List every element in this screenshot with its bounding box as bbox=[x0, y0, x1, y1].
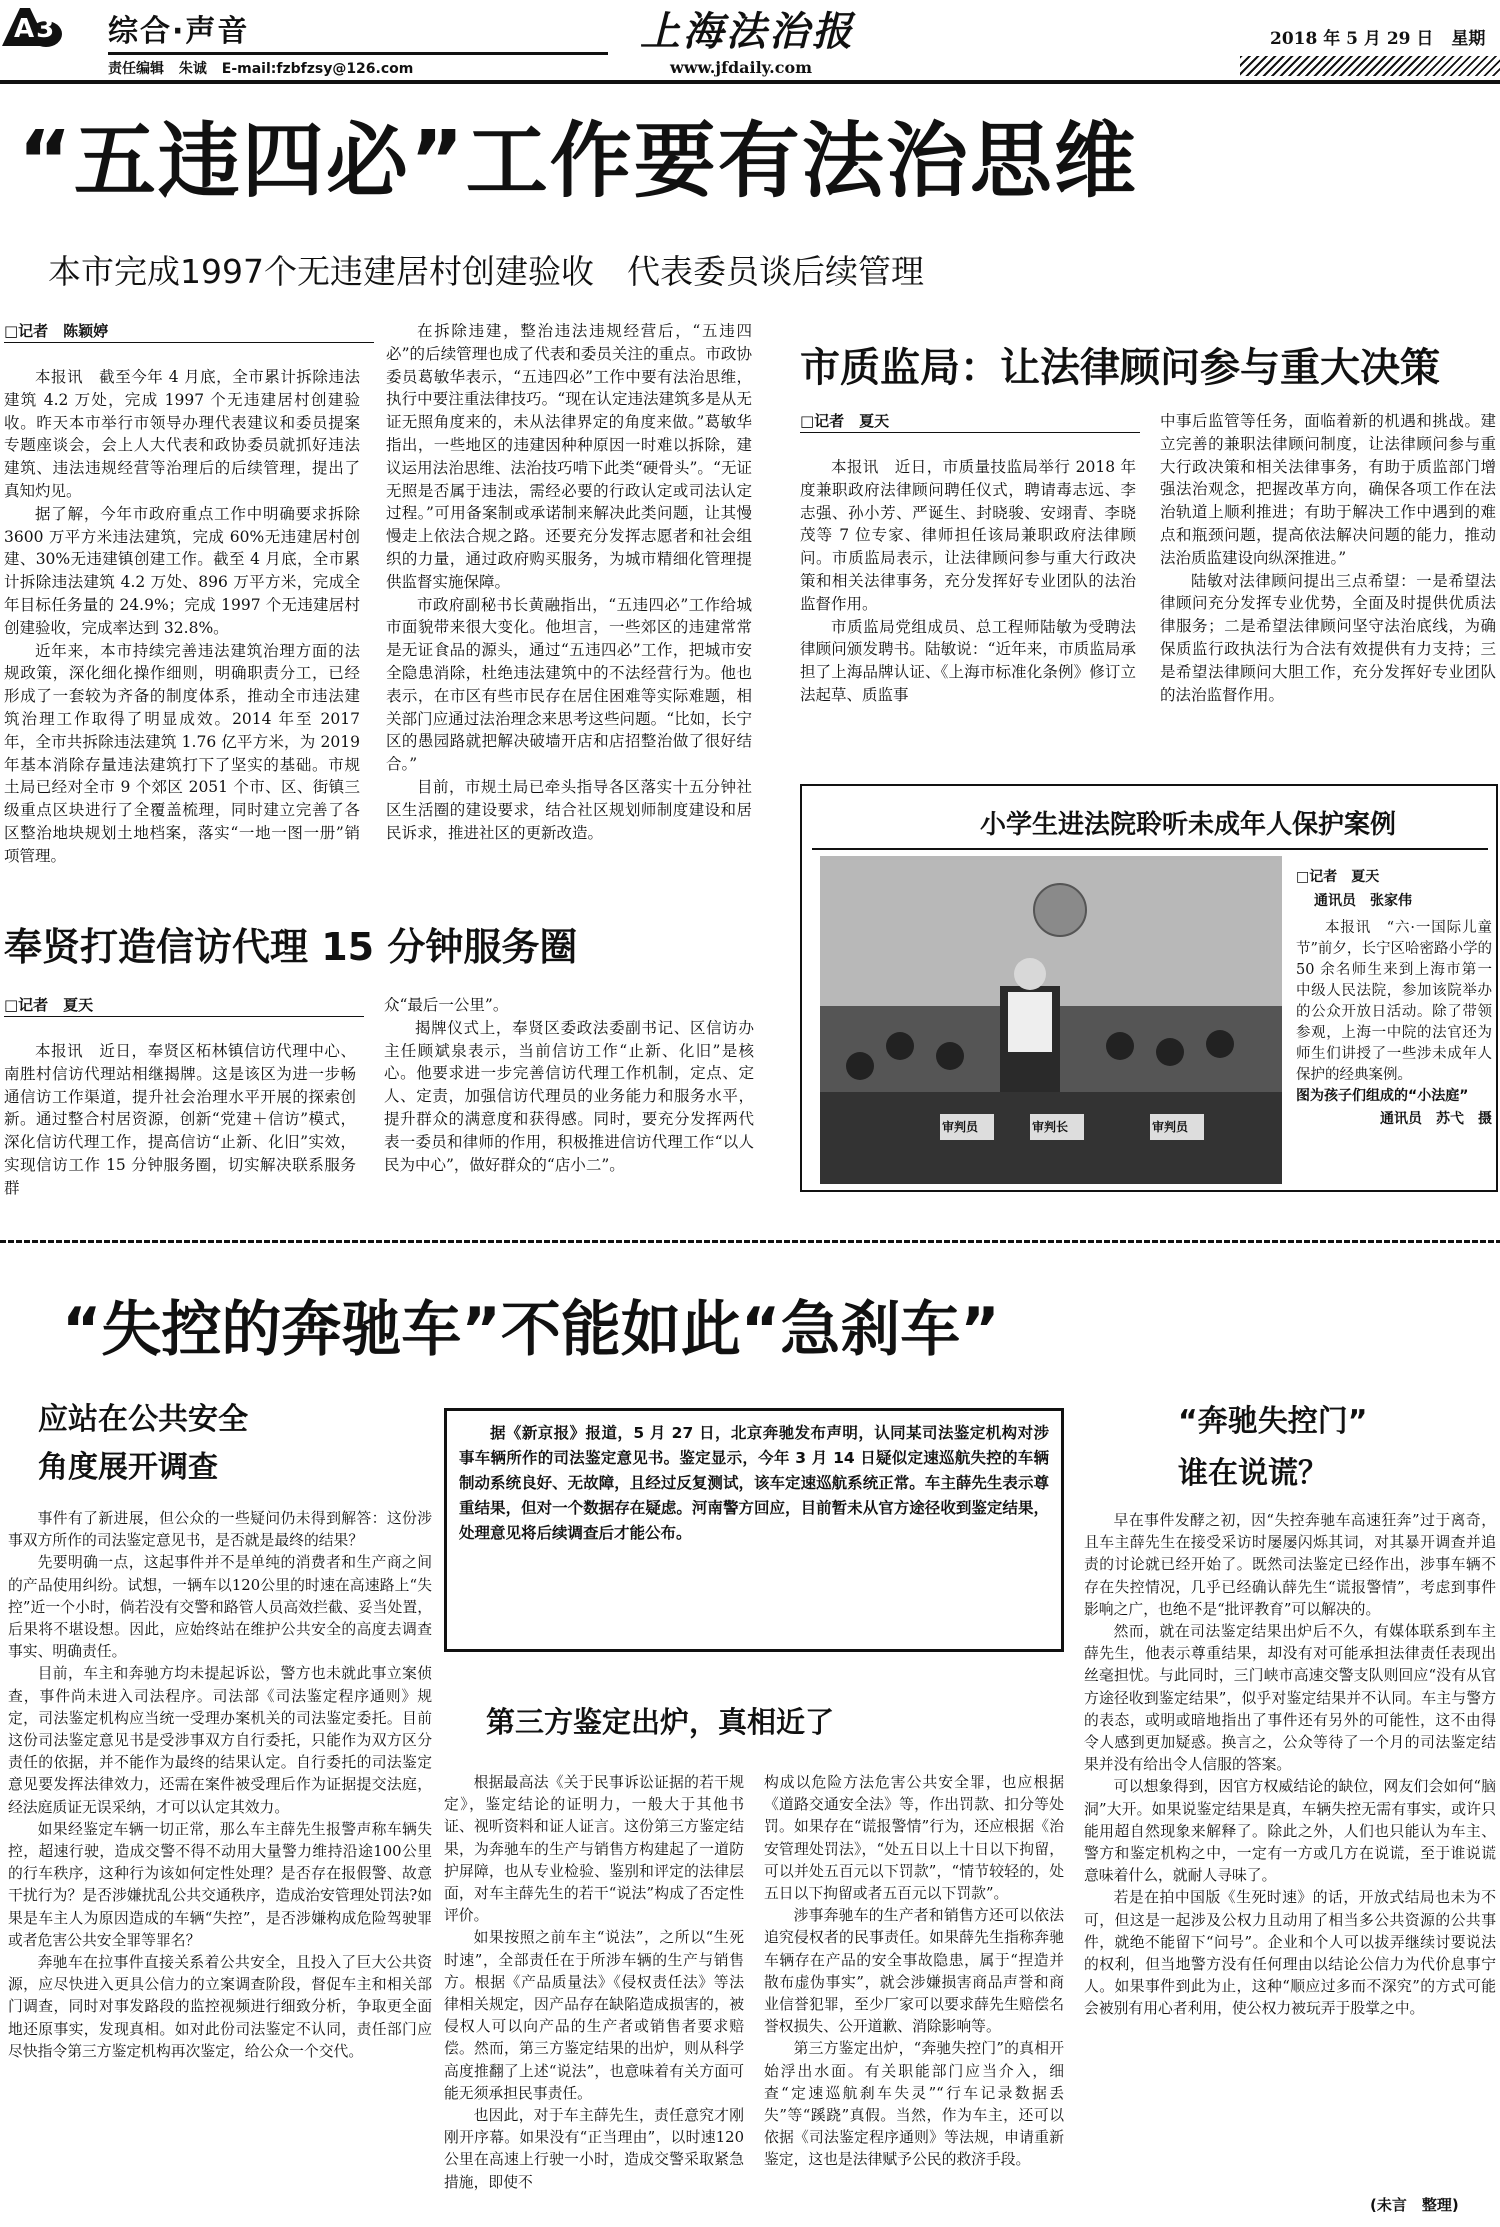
editor-label: 责任编辑 bbox=[108, 61, 164, 77]
story5-left-title-line1: 应站在公共安全 bbox=[38, 1402, 248, 1437]
story4-col2-para: 众“最后一公里”。 bbox=[384, 996, 509, 1014]
story3-byline bbox=[1296, 866, 1412, 910]
story5-mid-col2-para: 第三方鉴定出炉，“奔驰失控门”的真相开始浮出水面。有关职能部门应当介入，细查“定速巡航刹车失灵”“行车记录数据丢失”等“蹊跷”真假。当然，作为车主，还可以依据《司法鉴定程序通则》等法规，申请重新鉴定，这也是法律赋予公民的救济手段。 bbox=[764, 2040, 1064, 2169]
story4-col1-para: 本报讯 近日，奉贤区柘林镇信访代理中心、南胜村信访代理站相继揭牌。这是该区为进一步畅通信访工作渠道，提升社会治理水平开展的探索创新。通过整合村居资源，创新“党建＋信访”模式，深化信访代理工作，提高信访“止新、化旧”实效，实现信访工作 15 分钟服务圈，切实解决联系服务群 bbox=[4, 1042, 356, 1197]
story5-left-para: 如果经鉴定车辆一切正常，那么车主薛先生报警声称车辆失控，超速行驶，造成交警不得不动用大量警力维持沿途100公里的行车秩序，这种行为该如何定性处理？是否存在报假警、故意干扰行为？是否涉嫌扰乱公共交通秩序，造成治安管理处罚法?如果是车主人为原因造成的车辆“失控”，是否涉嫌构成危险驾驶罪或者危害公共安全罪等罪名？ bbox=[8, 1820, 432, 1949]
story1-col1 bbox=[4, 366, 360, 868]
story3-rule bbox=[812, 848, 1488, 850]
story3-body-wrap bbox=[1296, 918, 1492, 1131]
story2-col2-para: 陆敏对法律顾问提出三点希望：一是希望法律顾问充分发挥专业优势，全面及时提供优质法律服务；二是希望法律顾问坚守法治底线，为确保质监行政执法行为合法有效提供有力支持；三是希望法律顾问大胆工作，充分发挥好专业团队的法治监督作用。 bbox=[1160, 571, 1496, 704]
story5-left-para: 奔驰车在拉事件直接关系着公共安全，且投入了巨大公共资源，应尽快进入更具公信力的立案调查阶段，督促车主和相关部门调查，同时对事发路段的监控视频进行细致分析，争取更全面地还原事实，发现真相。如对此份司法鉴定不认同，责任部门应尽快指令第三方鉴定机构再次鉴定，给公众一个交代。 bbox=[8, 1954, 432, 2060]
story3-byline-reporter: □记者 夏天 bbox=[1296, 869, 1380, 885]
masthead-hatch bbox=[1240, 56, 1500, 76]
page-number: A3 bbox=[14, 14, 57, 44]
story5-mid-col1-para: 如果按照之前车主“说法”，之所以“生死时速”，全部责任在于所涉车辆的生产与销售方。根据《产品质量法》《侵权责任法》等法律相关规定，因产品存在缺陷造成损害的，被侵权人可以向产品的生产者或销售者要求赔偿。然而，第三方鉴定结果的出炉，则从科学高度推翻了上述“说法”，也意味着有关方面可能无须承担民事责任。 bbox=[444, 1929, 744, 2102]
story3-caption: 图为孩子们组成的“小法庭” bbox=[1296, 1088, 1469, 1104]
story3-body: 本报讯 “六·一国际儿童节”前夕，长宁区哈密路小学的 50 余名师生来到上海市第一中级人民法院，参加该院举办的公众开放日活动。除了带领参观，上海一中院的法官还为师生们讲授了一些涉未成年人保护的经典案例。 bbox=[1296, 920, 1492, 1083]
editor-name: 朱诚 bbox=[178, 61, 207, 77]
story4-byline-rule bbox=[4, 1016, 364, 1017]
story5-right-para: 可以想象得到，因官方权威结论的缺位，网友们会如何“脑洞”大开。如果说鉴定结果是真，车辆失控无需有事实，或许只能用超自然现象来解释了。除此之外，人们也只能认为车主、警方和鉴定机构之中，一定有一方或几方在说谎，至于谁说谎意味着什么，就耐人寻味了。 bbox=[1084, 1778, 1496, 1885]
story1-col1-para: 近年来，本市持续完善违法建筑治理方面的法规政策，深化细化操作细则，明确职责分工，已经形成了一套较为齐备的制度体系，推动全市违法建筑治理工作取得了明显成效。2014 年至 2017 年，全市共拆除违法建筑 1.76 亿平方米，为 2019 年基本消除存量违法建筑打下了坚实的基础。市规土局已经对全市 9 个郊区 2051 个市、区、街镇三级重点区块进行了全覆盖梳理，同时建立完善了各区整治地块规划土地档案，落实“一地一图一册”销项管理。 bbox=[4, 641, 360, 865]
website: www.jfdaily.com bbox=[670, 58, 813, 77]
story1-col2-para: 目前，市规土局已牵头指导各区落实十五分钟社区生活圈的建设要求，结合社区规划师制度建设和居民诉求，推进社区的更新改造。 bbox=[386, 777, 752, 842]
story3-photo-credit: 通讯员 苏弋 摄 bbox=[1380, 1111, 1492, 1127]
story5-mid-col1-para: 根据最高法《关于民事诉讼证据的若干规定》，鉴定结论的证明力，一般大于其他书证、视听资料和证人证言。这份第三方鉴定结果，为奔驰车的生产与销售方构建起了一道防护屏障，也从专业检验、鉴别和评定的法律层面，对车主薛先生的若干“说法”构成了否定性评价。 bbox=[444, 1774, 744, 1925]
story4-col2 bbox=[384, 994, 754, 1176]
story5-right-para: 早在事件发酵之初，因“失控奔驰车高速狂奔”过于离奇，且车主薛先生在接受采访时屡屡闪烁其词，对其暴开调查并追责的讨论就已经开始了。既然司法鉴定已经作出，涉事车辆不存在失控情况，几乎已经确认薛先生“谎报警情”，考虑到事件影响之广，也绝不是“批评教育”可以解决的。 bbox=[1084, 1512, 1496, 1618]
story1-byline: □记者 陈颖婷 bbox=[4, 322, 109, 340]
story1-col2 bbox=[386, 320, 752, 844]
story5-right-title-line2: 谁在说谎？ bbox=[1178, 1456, 1328, 1491]
story5-left-title-line2: 角度展开调查 bbox=[38, 1450, 218, 1485]
photo-sign: 审判长 bbox=[1032, 1120, 1069, 1134]
story2-col2 bbox=[1160, 410, 1496, 706]
story5-left-para: 目前，车主和奔驰方均未提起诉讼，警方也未就此事立案侦查，事件尚未进入司法程序。司法部《司法鉴定程序通则》规定，司法鉴定机构应当统一受理办案机关的司法鉴定委托。目前这份司法鉴定意见书是受涉事双方自行委托，只能作为双方区分责任的依据，并不能作为最终的结果认定。自行委托的司法鉴定意见要发挥法律效力，还需在案件被受理后作为证据提交法庭，经法庭质证无误采纳，才可以认定其效力。 bbox=[8, 1665, 432, 1816]
story2-col1 bbox=[800, 456, 1136, 707]
story3-byline-correspondent: 通讯员 张家伟 bbox=[1314, 893, 1412, 909]
paper-name: 上海法治报 bbox=[640, 8, 855, 55]
story4-col1 bbox=[4, 1040, 356, 1200]
story5-headline: “失控的奔驰车”不能如此“急刹车” bbox=[62, 1295, 1000, 1365]
photo-sign: 审判员 bbox=[1152, 1120, 1189, 1134]
photo-sign: 审判员 bbox=[942, 1120, 979, 1134]
story5-mid-col2-para: 构成以危险方法危害公共安全罪，也应根据《道路交通安全法》等，作出罚款、扣分等处罚。如果存在“谎报警情”行为，还应根据《治安管理处罚法》，“处五日以上十日以下拘留，可以并处五百元以下罚款”，“情节较轻的，处五日以下拘留或者五百元以下罚款”。 bbox=[764, 1774, 1064, 1903]
masthead-rule-left bbox=[108, 52, 608, 55]
story5-left-title bbox=[38, 1396, 248, 1492]
page-divider bbox=[0, 1240, 1500, 1243]
masthead-rule bbox=[0, 80, 1500, 84]
story1-col2-para: 在拆除违建，整治违法违规经营后，“五违四必”的后续管理也成了代表和委员关注的重点。市政协委员葛敏华表示，“五违四必”工作中要有法治思维，执行中要注重法律技巧。“现在认定违法建筑多是从无证无照角度来的，未从法律界定的角度来做。”葛敏华指出，一些地区的违建因种种原因一时难以拆除，建议运用法治思维、法治技巧啃下此类“硬骨头”。“无证无照是否属于违法，需经必要的行政认定或司法认定过程。”可用备案制或承诺制来解决此类问题，让其慢慢走上依法合规之路。还要充分发挥志愿者和社会组织的力量，通过政府购买服务，为城市精细化管理提供监督实施保障。 bbox=[386, 322, 752, 591]
story5-right-title bbox=[1178, 1396, 1367, 1500]
story3-photo bbox=[820, 856, 1282, 1184]
editor-line bbox=[108, 58, 413, 78]
story5-mid-col2-para: 涉事奔驰车的生产者和销售方还可以依法追究侵权者的民事责任。如果薛先生指称奔驰车辆存在产品的安全事故隐患，属于“捏造并散布虚伪事实”，就会涉嫌损害商品声誉和商业信誉犯罪，至少厂家可以要求薛先生赔偿名誉权损失、公开道歉、消除影响等。 bbox=[764, 1907, 1064, 2036]
story4-col2-para: 揭牌仪式上，奉贤区委政法委副书记、区信访办主任顾斌泉表示，当前信访工作“止新、化旧”是核心。他要求进一步完善信访代理工作机制，定点、定人、定责，加强信访代理员的业务能力和服务水平，提升群众的满意度和获得感。同时，要充分发挥两代表一委员和律师的作用，积极推进信访代理工作“以人民为中心”，做好群众的“店小二”。 bbox=[384, 1018, 754, 1174]
story5-mid-col1-para: 也因此，对于车主薛先生，责任意究才刚刚开序幕。如果没有“正当理由”，以时速120公里在高速上行驶一小时，造成交警采取紧急措施，即使不 bbox=[444, 2107, 744, 2191]
weekday: 星期 bbox=[1451, 29, 1486, 49]
story2-byline: □记者 夏天 bbox=[800, 412, 890, 430]
story5-mid-col1 bbox=[444, 1772, 744, 2194]
story2-col1-para: 市质监局党组成员、总工程师陆敏为受聘法律顾问颁发聘书。陆敏说：“近年来，市质监局承担了上海品牌认证、《上海市标准化条例》修订立法起草、质监事 bbox=[800, 617, 1136, 704]
story2-headline: 市质监局：让法律顾问参与重大决策 bbox=[800, 345, 1440, 391]
story5-right-title-line1: “奔驰失控门” bbox=[1178, 1404, 1368, 1439]
story1-col2-para: 市政府副秘书长黄融指出，“五违四必”工作给城市面貌带来很大变化。他坦言，一些郊区的违建常常是无证食品的源头，通过“五违四必”工作，把城市安全隐患消除，杜绝违法建筑中的不法经营行为。他也表示，在市区有些市民存在居住困难等实际难题，相关部门应通过法治理念来思考这些问题。“比如，长宁区的愚园路就把解决破墙开店和店招整治做了很好结合。” bbox=[386, 595, 752, 774]
story2-col1-para: 本报讯 近日，市质量技监局举行 2018 年度兼职政府法律顾问聘任仪式，聘请毒志远、李志强、孙小芳、严诞生、封晓骏、安翊青、李晓茂等 7 位专家、律师担任该局兼职政府法律顾问。市质监局表示，让法律顾问参与重大行政决策和相关法律事务，充分发挥好专业团队的法治监督作用。 bbox=[800, 458, 1136, 613]
story5-lead-box bbox=[444, 1408, 1064, 1652]
story3-box bbox=[800, 784, 1498, 1192]
story2-col2-para: 中事后监管等任务，面临着新的机遇和挑战。建立完善的兼职法律顾问制度，让法律顾问参与重大行政决策和相关法律事务，有助于质监部门增强法治观念，把握改革方向，确保各项工作在法治轨道上顺利推进；有助于解决工作中遇到的难点和瓶颈问题，提高依法解决问题的能力，推动法治质监建设向纵深推进。” bbox=[1160, 412, 1496, 567]
story5-signature: (未言 整理) bbox=[1370, 2196, 1459, 2214]
story5-right-para: 然而，就在司法鉴定结果出炉后不久，有媒体联系到车主薛先生，他表示尊重结果，却没有对可能承担法律责任表现出丝毫担忧。与此同时，三门峡市高速交警支队则回应“没有从官方途径收到鉴定结果”，似乎对鉴定结果并不认同。车主与警方的表态，或明或暗地指出了事件还有另外的可能性，这不由得令人感到更加疑惑。换言之，公众等待了一个月的司法鉴定结果并没有给出令人信服的答案。 bbox=[1084, 1623, 1496, 1774]
story4-byline: □记者 夏天 bbox=[4, 996, 94, 1014]
story5-lead-text: 据《新京报》报道，5 月 27 日，北京奔驰发布声明，认同某司法鉴定机构对涉事车辆所作的司法鉴定意见书。鉴定显示，今年 3 月 14 日疑似定速巡航失控的车辆制动系统良好、无故障，且经过反复测试，该车定速巡航系统正常。车主薛先生表示尊重结果，但对一个数据存在疑虑。河南警方回应，目前暂未从官方途径收到鉴定结果，处理意见将后续调查后才能公布。 bbox=[459, 1424, 1049, 1542]
story5-mid-col2 bbox=[764, 1772, 1064, 2172]
page-number-badge bbox=[0, 6, 64, 48]
story1-headline: “五违四必”工作要有法治思维 bbox=[18, 114, 1138, 209]
story1-subhead: 本市完成1997个无违建居村创建验收 代表委员谈后续管理 bbox=[48, 252, 924, 291]
story1-col1-para: 据了解，今年市政府重点工作中明确要求拆除 3600 万平方米违法建筑，完成 60%无违建居村创建、30%无违建镇创建工作。截至 4 月底，全市累计拆除违法建筑 4.2 万处、896 万平方米，完成全年目标任务量的 24.9%；完成 1997 个无违建居村创建验收，完成率达到 32.8%。 bbox=[4, 504, 360, 637]
story1-byline-rule bbox=[4, 342, 374, 343]
story5-left-para: 先要明确一点，这起事件并不是单纯的消费者和生产商之间的产品使用纠纷。试想，一辆车以120公里的时速在高速路上“失控”近一个小时，倘若没有交警和路管人员高效拦截、妥当处置，后果将不堪设想。因此，应始终站在维护公共安全的高度去调查事实、明确责任。 bbox=[8, 1554, 432, 1661]
story4-headline: 奉贤打造信访代理 15 分钟服务圈 bbox=[4, 925, 578, 969]
story1-col1-para: 本报讯 截至今年 4 月底，全市累计拆除违法建筑 4.2 万处，完成 1997 个无违建居村创建验收。昨天本市举行市领导办理代表建议和委员提案专题座谈会，会上人大代表和政协委员就抓好违法建筑、违法违规经营等治理后的后续管理，提出了真知灼见。 bbox=[4, 368, 360, 500]
story5-left-para: 事件有了新进展，但公众的一些疑问仍未得到解答：这份涉事双方所作的司法鉴定意见书，是否就是最终的结果？ bbox=[8, 1510, 432, 1550]
section-name: 综合·声音 bbox=[108, 14, 250, 49]
story3-headline: 小学生进法院聆听未成年人保护案例 bbox=[980, 810, 1397, 840]
story5-mid-title: 第三方鉴定出炉，真相近了 bbox=[486, 1705, 835, 1739]
editor-email: E-mail:fzbfzsy@126.com bbox=[221, 61, 414, 77]
story5-right-body bbox=[1084, 1510, 1496, 2021]
story5-right-para: 若是在拍中国版《生死时速》的话，开放式结局也未为不可，但这是一起涉及公权力且动用了相当多公共资源的公共事件，就绝不能留下“问号”。企业和个人可以拔弄继续讨要说法的权利，但当地警方没有任何理由以结论公信力为代价息事宁人。如果事件到此为止，这种“顺应过多而不深究”的方式可能会被别有用心者利用，使公权力被玩弄于股掌之中。 bbox=[1084, 1889, 1496, 2018]
date: 2018 年 5 月 29 日 bbox=[1270, 29, 1434, 49]
story5-left-body bbox=[8, 1508, 432, 2063]
story2-byline-rule bbox=[800, 432, 1140, 433]
